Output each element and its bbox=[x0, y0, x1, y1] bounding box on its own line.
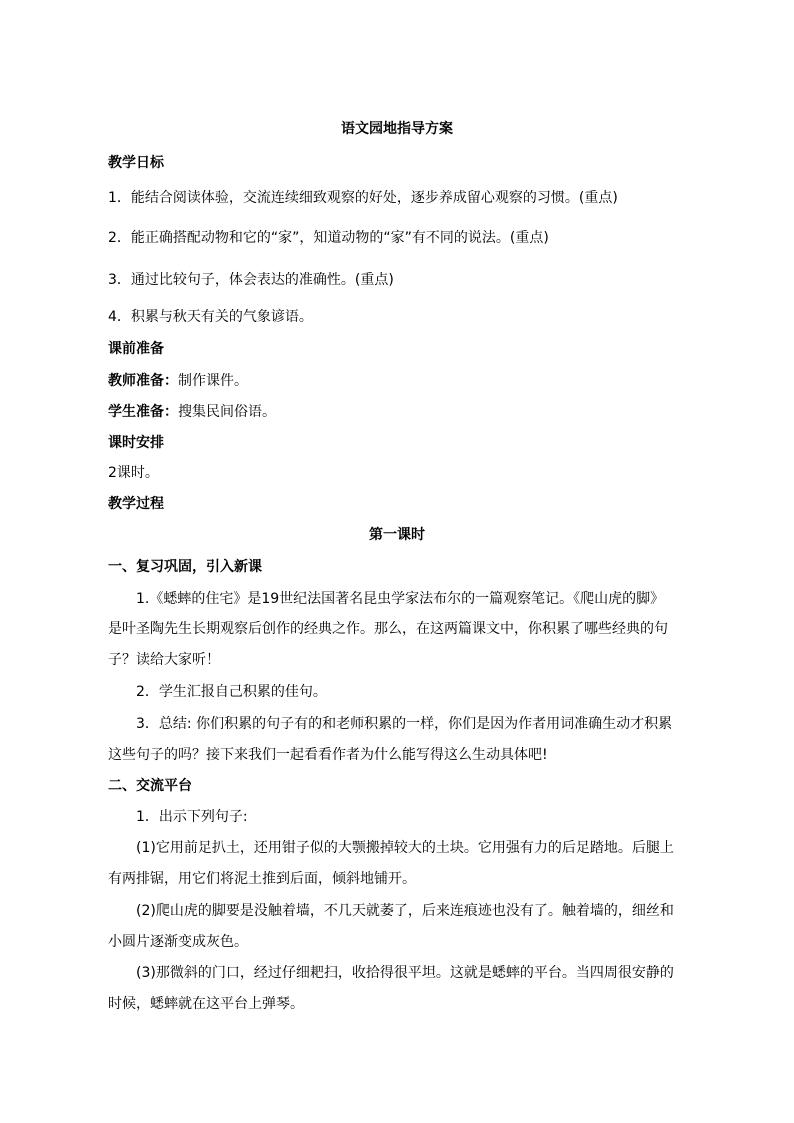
sentence-2-line-2: 小圆片逐渐变成灰色。 bbox=[108, 934, 248, 950]
section-heading-schedule: 课时安排 bbox=[108, 435, 164, 451]
step-heading-review: 一、复习巩固，引入新课 bbox=[108, 559, 262, 575]
student-preparation-label: 学生准备： bbox=[108, 404, 178, 420]
section-heading-goals: 教学日标 bbox=[108, 155, 164, 171]
lesson-heading: 第一课时 bbox=[369, 527, 425, 543]
sentence-2-line-1: (2)爬山虎的脚要是没触着墙，不几天就萎了，后来连痕迹也没有了。触着墙的，细丝和 bbox=[136, 903, 674, 919]
teacher-preparation-text: 制作课件。 bbox=[178, 373, 248, 389]
schedule-text: 2课时。 bbox=[108, 465, 159, 481]
goal-item-2: 2．能正确搭配动物和它的“家”，知道动物的“家”有不同的说法。(重点) bbox=[108, 230, 549, 246]
paragraph-1-line-1: 1.《蟋蟀的住宅》是19世纪法国著名昆虫学家法布尔的一篇观察笔记。《爬山虎的脚》 bbox=[136, 591, 665, 607]
paragraph-3-line-2: 这些句子的吗？接下来我们一起看看作者为什么能写得这么生动具体吧! bbox=[108, 747, 548, 763]
step-heading-exchange: 二、交流平台 bbox=[108, 778, 192, 794]
teacher-preparation-label: 教师准备： bbox=[108, 373, 178, 389]
paragraph-1-line-3: 子？读给大家听！ bbox=[108, 652, 220, 668]
exchange-item-1: 1．出示下列句子: bbox=[136, 809, 248, 825]
paragraph-1-line-2: 是叶圣陶先生长期观察后创作的经典之作。那么，在这两篇课文中，你积累了哪些经典的句 bbox=[108, 621, 668, 637]
sentence-3-line-2: 时候，蟋蟀就在这平台上弹琴。 bbox=[108, 996, 304, 1012]
paragraph-3-line-1: 3．总结: 你们积累的句子有的和老师积累的一样，你们是因为作者用词准确生动才积累 bbox=[136, 716, 673, 732]
paragraph-2: 2．学生汇报自己积累的佳句。 bbox=[136, 684, 327, 700]
teacher-preparation bbox=[108, 371, 248, 391]
goal-item-3: 3．通过比较句子，体会表达的准确性。(重点) bbox=[108, 272, 394, 288]
sentence-3-line-1: (3)那微斜的门口，经过仔细耙扫，收拾得很平坦。这就是蟋蟀的平台。当四周很安静的 bbox=[136, 965, 674, 981]
sentence-1-line-1: (1)它用前足扒土，还用钳子似的大颚搬掉较大的土块。它用强有力的后足踏地。后腿上 bbox=[136, 840, 674, 856]
sentence-1-line-2: 有两排锯，用它们将泥土推到后面，倾斜地铺开。 bbox=[108, 871, 416, 887]
goal-item-1: 1．能结合阅读体验，交流连续细致观察的好处，逐步养成留心观察的习惯。(重点) bbox=[108, 190, 618, 206]
goal-item-4: 4．积累与秋天有关的气象谚语。 bbox=[108, 309, 313, 325]
student-preparation bbox=[108, 402, 276, 422]
section-heading-process: 教学过程 bbox=[108, 496, 164, 512]
student-preparation-text: 搜集民间俗语。 bbox=[178, 404, 276, 420]
document-title: 语文园地指导方案 bbox=[341, 121, 453, 137]
section-heading-preparation: 课前准备 bbox=[108, 341, 164, 357]
